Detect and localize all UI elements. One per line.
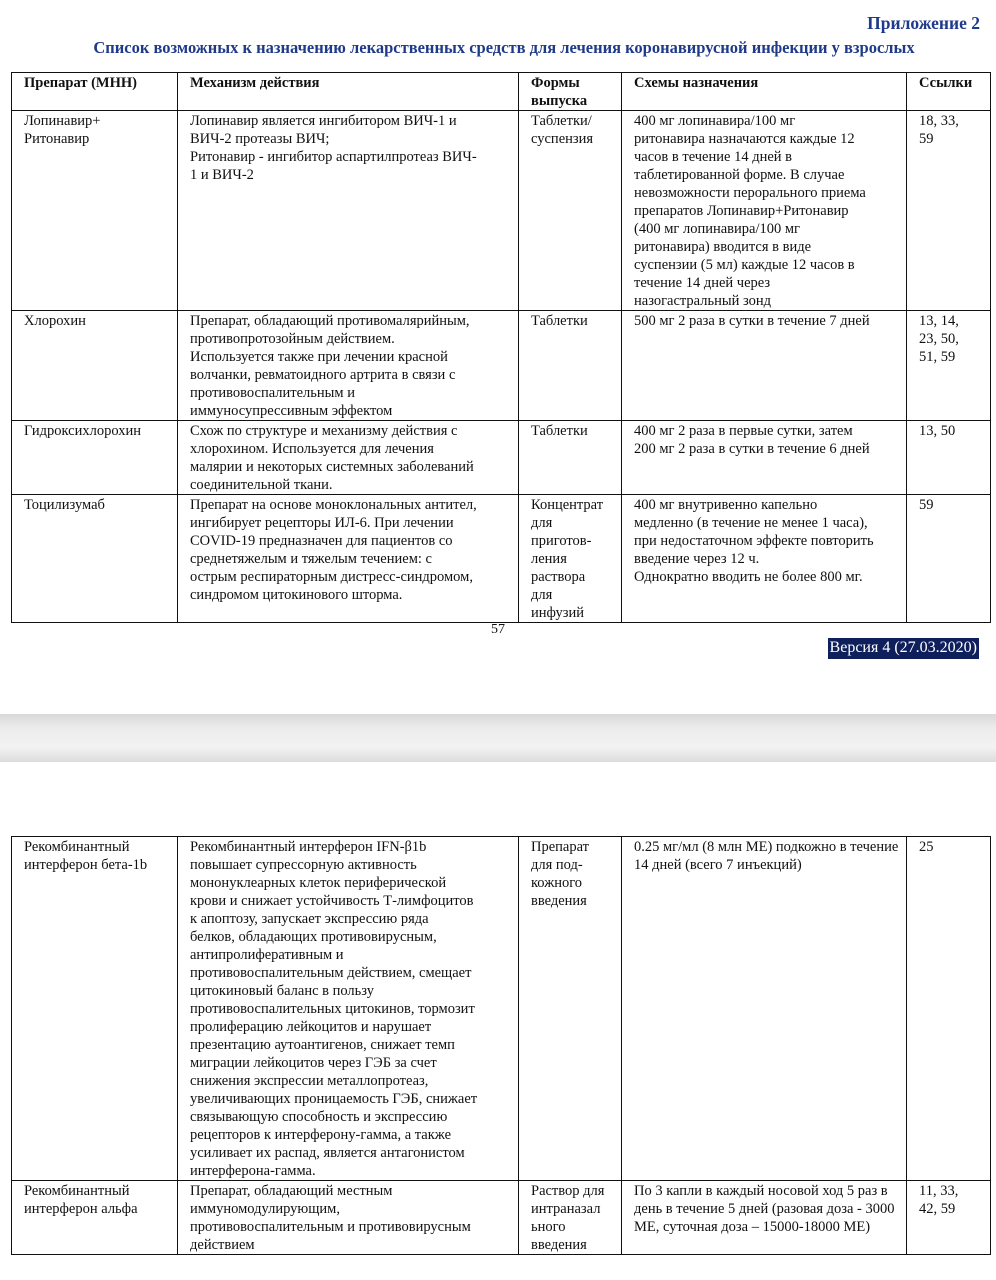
drug-table-page-1 (11, 72, 991, 623)
page-separator (0, 714, 996, 762)
table-row (12, 495, 991, 623)
drug-refs: 13, 14, 23, 50, 51, 59 (907, 311, 991, 421)
drug-schemes: 400 мг внутривенно капельно медленно (в течение не менее 1 часа), при недостаточном эффекте повторить введение через 12 ч. Однократно вводить не более 800 мг. (622, 495, 907, 623)
drug-mechanism: Лопинавир является ингибитором ВИЧ-1 и ВИЧ-2 протеазы ВИЧ; Ритонавир - ингибитор аспартилпротеаз ВИЧ- 1 и ВИЧ-2 (178, 111, 519, 311)
table-row (12, 421, 991, 495)
drug-schemes: 0.25 мг/мл (8 млн МЕ) подкожно в течение 14 дней (всего 7 инъекций) (622, 837, 907, 1181)
version-badge: Версия 4 (27.03.2020) (828, 638, 979, 659)
table-row (12, 1181, 991, 1255)
document-title: Список возможных к назначению лекарственных средств для лечения коронавирусной инфекции у взрослых (93, 38, 915, 57)
drug-name: Лопинавир+ Ритонавир (12, 111, 178, 311)
drug-refs: 18, 33, 59 (907, 111, 991, 311)
header-schemes: Схемы назначения (622, 73, 907, 111)
drug-name: Тоцилизумаб (12, 495, 178, 623)
drug-name: Рекомбинантный интерферон бета-1b (12, 837, 178, 1181)
drug-name: Гидроксихлорохин (12, 421, 178, 495)
drug-mechanism: Схож по структуре и механизму действия с хлорохином. Используется для лечения малярии и некоторых системных заболеваний соединительной ткани. (178, 421, 519, 495)
page-number: 57 (491, 622, 505, 637)
drug-refs: 11, 33, 42, 59 (907, 1181, 991, 1255)
drug-table-page-2 (11, 836, 991, 1255)
drug-mechanism: Препарат, обладающий противомалярийным, противопротозойным действием. Используется также при лечении красной волчанки, ревматоидного артрита в связи с противовоспалительным и иммуносупрессивным эффектом (178, 311, 519, 421)
header-forms: Формы выпуска (519, 73, 622, 111)
drug-mechanism: Рекомбинантный интерферон IFN-β1b повышает супрессорную активность мононуклеарных клеток периферической крови и снижает устойчивость Т-лимфоцитов к апоптозу, запускает экспрессию ряда белков, обладающих противовирусным, антипролиферативным и противовоспалительным действием, смещает цитокиновый баланс в пользу противовоспалительных цитокинов, тормозит пролиферацию лейкоцитов и нарушает презентацию аутоантигенов, снижает темп миграции лейкоцитов через ГЭБ за счет снижения экспрессии металлопротеаз, увеличивающих проницаемость ГЭБ, снижает связывающую способность и экспрессию рецепторов к интерферону-гамма, а также усиливает их распад, является антагонистом интерферона-гамма. (178, 837, 519, 1181)
drug-forms: Таблетки/ суспензия (519, 111, 622, 311)
drug-mechanism: Препарат, обладающий местным иммуномодулирующим, противовоспалительным и противовирусным действием (178, 1181, 519, 1255)
drug-name: Рекомбинантный интерферон альфа (12, 1181, 178, 1255)
drug-forms: Таблетки (519, 311, 622, 421)
drug-refs: 25 (907, 837, 991, 1181)
drug-mechanism: Препарат на основе моноклональных антител, ингибирует рецепторы ИЛ-6. При лечении COVID-19 предназначен для пациентов со среднетяжелым и тяжелым течением: с острым респираторным дистресс-синдромом, синдромом цитокинового шторма. (178, 495, 519, 623)
drug-schemes: 400 мг лопинавира/100 мг ритонавира назначаются каждые 12 часов в течение 14 дней в таблетированной форме. В случае невозможности перорального приема препаратов Лопинавир+Ритонавир (400 мг лопинавира/100 мг ритонавира) вводится в виде суспензии (5 мл) каждые 12 часов в течение 14 дней через назогастральный зонд (622, 111, 907, 311)
drug-refs: 13, 50 (907, 421, 991, 495)
header-mechanism: Механизм действия (178, 73, 519, 111)
drug-forms: Раствор для интраназал ьного введения (519, 1181, 622, 1255)
drug-name: Хлорохин (12, 311, 178, 421)
document-page-2 (0, 762, 996, 1280)
header-drug: Препарат (МНН) (12, 73, 178, 111)
appendix-label: Приложение 2 (867, 13, 980, 33)
table-row (12, 311, 991, 421)
drug-forms: Препарат для под- кожного введения (519, 837, 622, 1181)
drug-forms: Концентрат для приготов- ления раствора для инфузий (519, 495, 622, 623)
table-row (12, 111, 991, 311)
header-refs: Ссылки (907, 73, 991, 111)
table-row (12, 837, 991, 1181)
drug-forms: Таблетки (519, 421, 622, 495)
drug-schemes: По 3 капли в каждый носовой ход 5 раз в день в течение 5 дней (разовая доза - 3000 МЕ, суточная доза – 15000-18000 МЕ) (622, 1181, 907, 1255)
drug-schemes: 400 мг 2 раза в первые сутки, затем 200 мг 2 раза в сутки в течение 6 дней (622, 421, 907, 495)
table-header-row (12, 73, 991, 111)
drug-refs: 59 (907, 495, 991, 623)
drug-schemes: 500 мг 2 раза в сутки в течение 7 дней (622, 311, 907, 421)
